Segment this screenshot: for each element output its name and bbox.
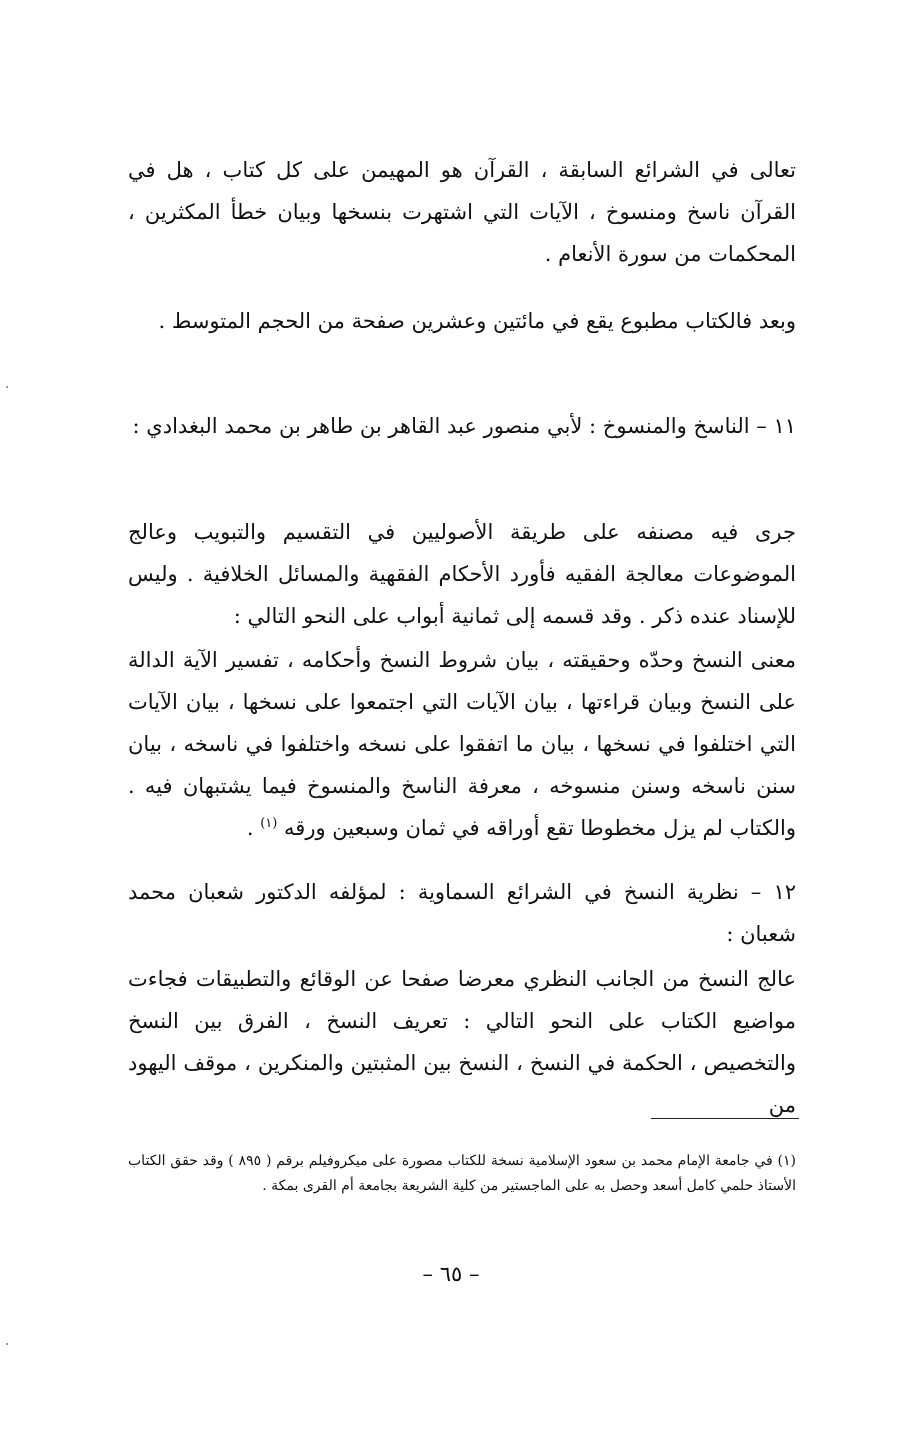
paragraph-text: جرى فيه مصنفه على طريقة الأصوليين في التقسيم والتبويب وعالج الموضوعات معالجة الفقيه فأورد الأحكام الفقهية والمسائل الخلافية . وليس للإسناد عنده ذكر . وقد قسمه إلى ثمانية أبواب على النحو التالي :: [128, 520, 796, 628]
footnote: [128, 1149, 796, 1199]
body-paragraph: [128, 639, 796, 849]
body-paragraph: [128, 149, 796, 275]
paragraph-end-punctuation: .: [246, 816, 261, 840]
paragraph-text: [128, 639, 796, 849]
paragraph-text: تعالى في الشرائع السابقة ، القرآن هو المهيمن على كل كتاب ، هل في القرآن ناسخ ومنسوخ ، الآيات التي اشتهرت بنسخها وبيان خطأ المكثرين ، المحكمات من سورة الأنعام .: [128, 158, 796, 266]
scan-speck: [6, 386, 8, 388]
paragraph-text: وبعد فالكتاب مطبوع يقع في مائتين وعشرين صفحة من الحجم المتوسط .: [158, 309, 796, 333]
heading-text: ١١ – الناسخ والمنسوخ : لأبي منصور عبد القاهر بن طاهر بن محمد البغدادي :: [132, 414, 796, 438]
paragraph-main-text: معنى النسخ وحدّه وحقيقته ، بيان شروط النسخ وأحكامه ، تفسير الآية الدالة على النسخ وبيان قراءتها ، بيان الآيات التي اجتمعوا على نسخها ، بيان الآيات التي اختلفوا في نسخها ، بيان ما اتفقوا على نسخه واختلفوا في ناسخه ، بيان سنن ناسخه وسنن منسوخه ، معرفة الناسخ والمنسوخ فيما يشتبهان فيه . والكتاب لم يزل مخطوطا تقع أوراقه في ثمان وسبعين ورقه: [128, 648, 796, 840]
section-heading-11: [128, 405, 796, 447]
scan-speck: [6, 1343, 8, 1345]
body-paragraph: [128, 300, 796, 342]
body-paragraph: [128, 958, 796, 1126]
footnote-separator: [651, 1118, 799, 1119]
section-heading-12: [128, 871, 796, 955]
footnote-marker: (١): [260, 816, 278, 831]
page-number: – ٦٥ –: [422, 1262, 480, 1286]
footnote-text: (١) في جامعة الإمام محمد بن سعود الإسلامية نسخة للكتاب مصورة على ميكروفيلم برقم ( ٨٩٥ ) وقد حقق الكتاب الأستاذ حلمي كامل أسعد وحصل به على الماجستير من كلية الشريعة بجامعة أم القرى بمكة .: [128, 1153, 796, 1194]
paragraph-text: عالج النسخ من الجانب النظري معرضا صفحا عن الوقائع والتطبيقات فجاءت مواضيع الكتاب على النحو التالي : تعريف النسخ ، الفرق بين النسخ والتخصيص ، الحكمة في النسخ ، النسخ بين المثبتين والمنكرين ، موقف اليهود من: [128, 967, 796, 1117]
body-paragraph: [128, 511, 796, 637]
heading-text: ١٢ – نظرية النسخ في الشرائع السماوية : لمؤلفه الدكتور شعبان محمد شعبان :: [128, 880, 796, 946]
